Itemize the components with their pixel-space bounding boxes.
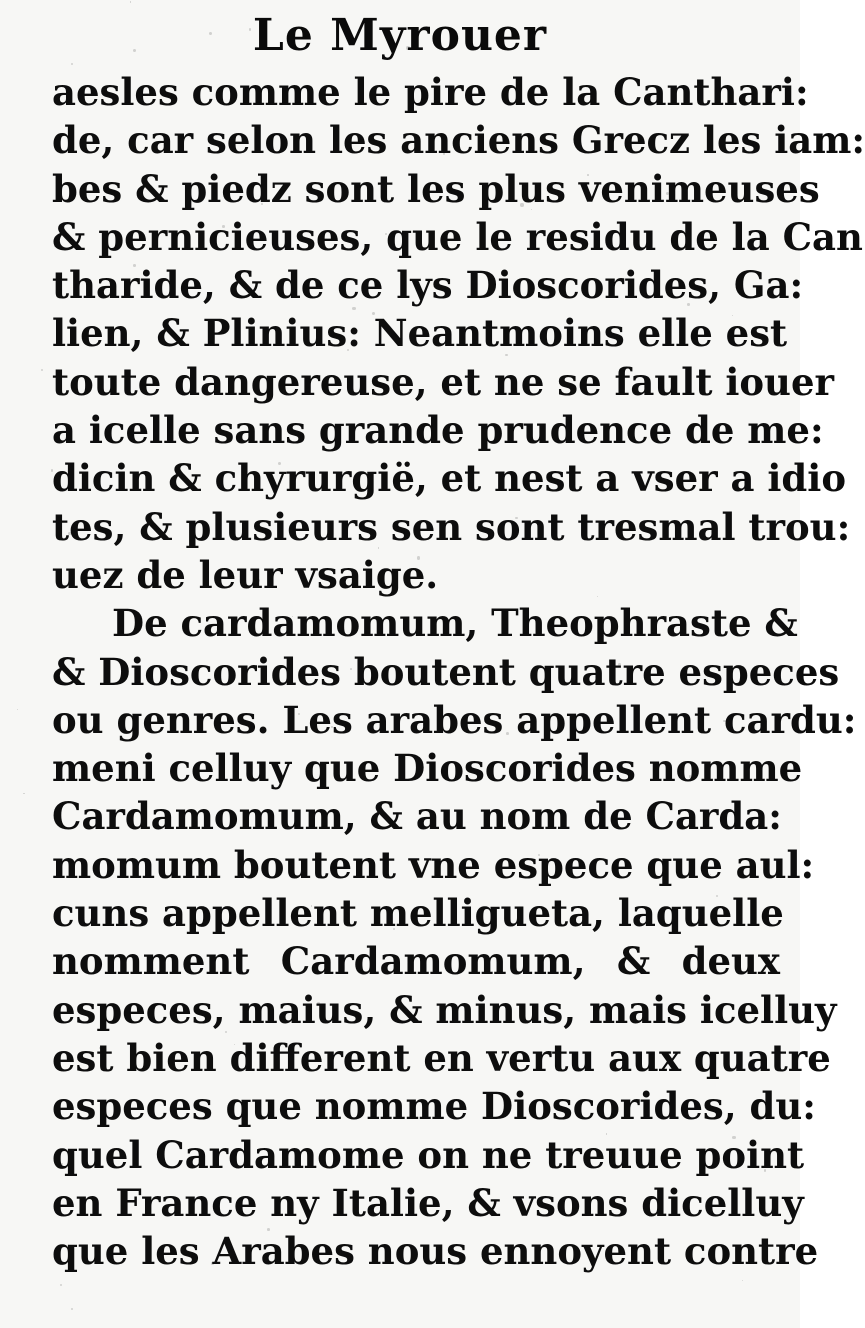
body-text: [52, 68, 865, 1275]
text-line: & Dioscorides boutent quatre especes: [52, 649, 840, 694]
text-line: dicin & chyrurgië, et nest a vser a idio: [52, 456, 847, 501]
paper-speck: [41, 369, 43, 371]
text-line: tharide, & de ce lys Dioscorides, Ga:: [52, 263, 804, 308]
text-line: & pernicieuses, que le residu de la Can: [52, 214, 863, 259]
text-line: aesles comme le pire de la Canthari:: [52, 70, 809, 114]
text-line: ou genres. Les arabes appellent cardu:: [52, 697, 857, 742]
text-line: de, car selon les anciens Grecz les iam:: [52, 118, 865, 163]
text-line: que les Arabes nous ennoyent contre: [52, 1229, 819, 1274]
text-line: momum boutent vne espece que aul:: [52, 842, 815, 887]
text-line: cuns appellent melligueta, laquelle: [52, 891, 784, 936]
paper-speck: [17, 709, 18, 710]
text-line: uez de leur vsaige.: [52, 552, 439, 597]
text-line: bes & piedz sont les plus venimeuses: [52, 166, 820, 211]
paper-speck: [71, 1308, 73, 1310]
text-line: est bien different en vertu aux quatre: [52, 1035, 831, 1080]
text-line: en France ny Italie, & vsons dicelluy: [52, 1180, 804, 1225]
text-line: a icelle sans grande prudence de me:: [52, 408, 824, 453]
paper-speck: [60, 1284, 62, 1286]
paper-speck: [742, 1280, 743, 1281]
text-line: lien, & Plinius: Neantmoins elle est: [52, 311, 788, 356]
text-line: nomment Cardamomum, & deux: [52, 939, 780, 984]
text-line: tes, & plusieurs sen sont tresmal trou:: [52, 504, 851, 549]
paper-speck: [23, 793, 25, 795]
text-line: especes que nomme Dioscorides, du:: [52, 1084, 816, 1129]
running-head: Le Myrouer: [252, 10, 548, 61]
paper-speck: [130, 1, 131, 2]
text-line: especes, maius, & minus, mais icelluy: [52, 987, 837, 1032]
text-line: toute dangereuse, et ne se fault iouer: [52, 359, 834, 404]
text-line: meni celluy que Dioscorides nomme: [52, 746, 803, 791]
text-line: De cardamomum, Theophraste &: [112, 601, 798, 646]
text-line: quel Cardamome on ne treuue point: [52, 1132, 805, 1177]
text-line: Cardamomum, & au nom de Carda:: [52, 794, 782, 839]
